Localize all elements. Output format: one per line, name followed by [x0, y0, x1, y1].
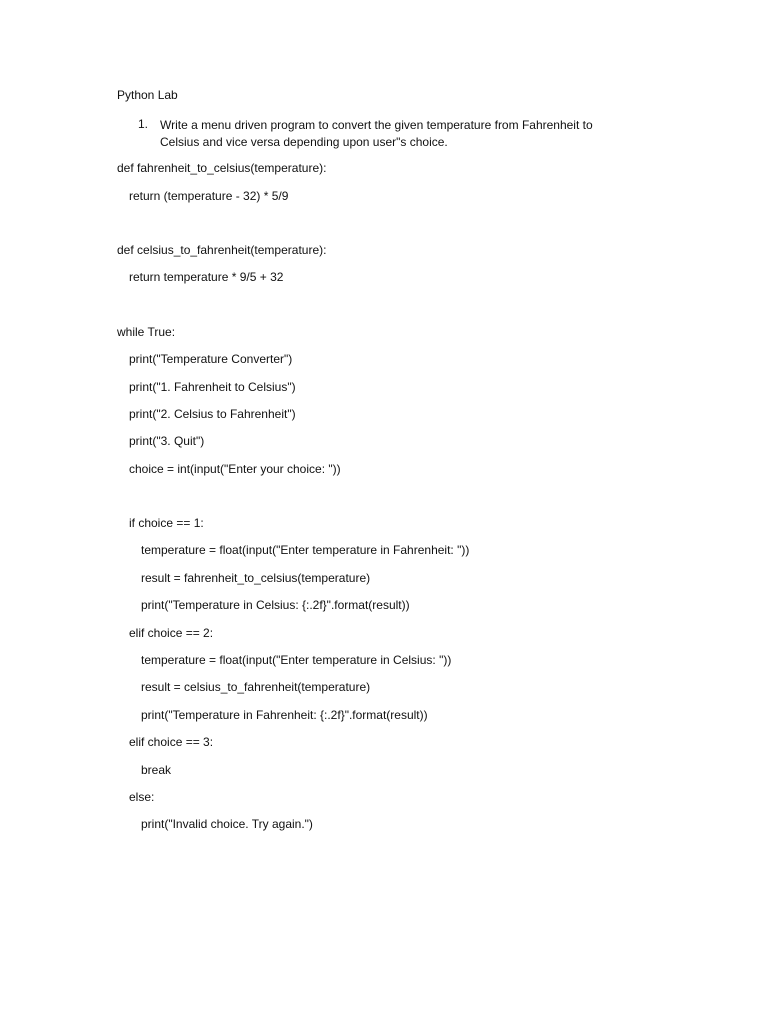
code-line: print("3. Quit")	[129, 434, 205, 448]
code-line: print("Invalid choice. Try again.")	[141, 817, 313, 831]
question-line-2: Celsius and vice versa depending upon user"s choice.	[160, 135, 448, 149]
document-heading: Python Lab	[117, 88, 178, 102]
code-line: print("1. Fahrenheit to Celsius")	[129, 380, 296, 394]
question-number: 1.	[138, 117, 149, 131]
code-line: temperature = float(input("Enter temperature in Fahrenheit: "))	[141, 543, 470, 557]
code-line: def celsius_to_fahrenheit(temperature):	[117, 243, 327, 257]
code-line: print("2. Celsius to Fahrenheit")	[129, 407, 296, 421]
code-line: break	[141, 763, 172, 777]
code-line: elif choice == 2:	[129, 626, 214, 640]
code-line: print("Temperature in Celsius: {:.2f}".format(result))	[141, 598, 410, 612]
code-line: while True:	[117, 325, 176, 339]
code-line: elif choice == 3:	[129, 735, 214, 749]
code-line: return (temperature - 32) * 5/9	[129, 189, 289, 203]
question-text	[160, 117, 620, 151]
code-line: else:	[129, 790, 155, 804]
code-line: choice = int(input("Enter your choice: "))	[129, 462, 341, 476]
question-line-1: Write a menu driven program to convert the given temperature from Fahrenheit to	[160, 118, 593, 132]
code-line: if choice == 1:	[129, 516, 204, 530]
code-line: return temperature * 9/5 + 32	[129, 270, 284, 284]
code-line: def fahrenheit_to_celsius(temperature):	[117, 161, 327, 175]
code-line: result = fahrenheit_to_celsius(temperature)	[141, 571, 371, 585]
code-line: result = celsius_to_fahrenheit(temperature)	[141, 680, 371, 694]
code-line: print("Temperature in Fahrenheit: {:.2f}".format(result))	[141, 708, 428, 722]
code-line: print("Temperature Converter")	[129, 352, 293, 366]
code-line: temperature = float(input("Enter temperature in Celsius: "))	[141, 653, 452, 667]
